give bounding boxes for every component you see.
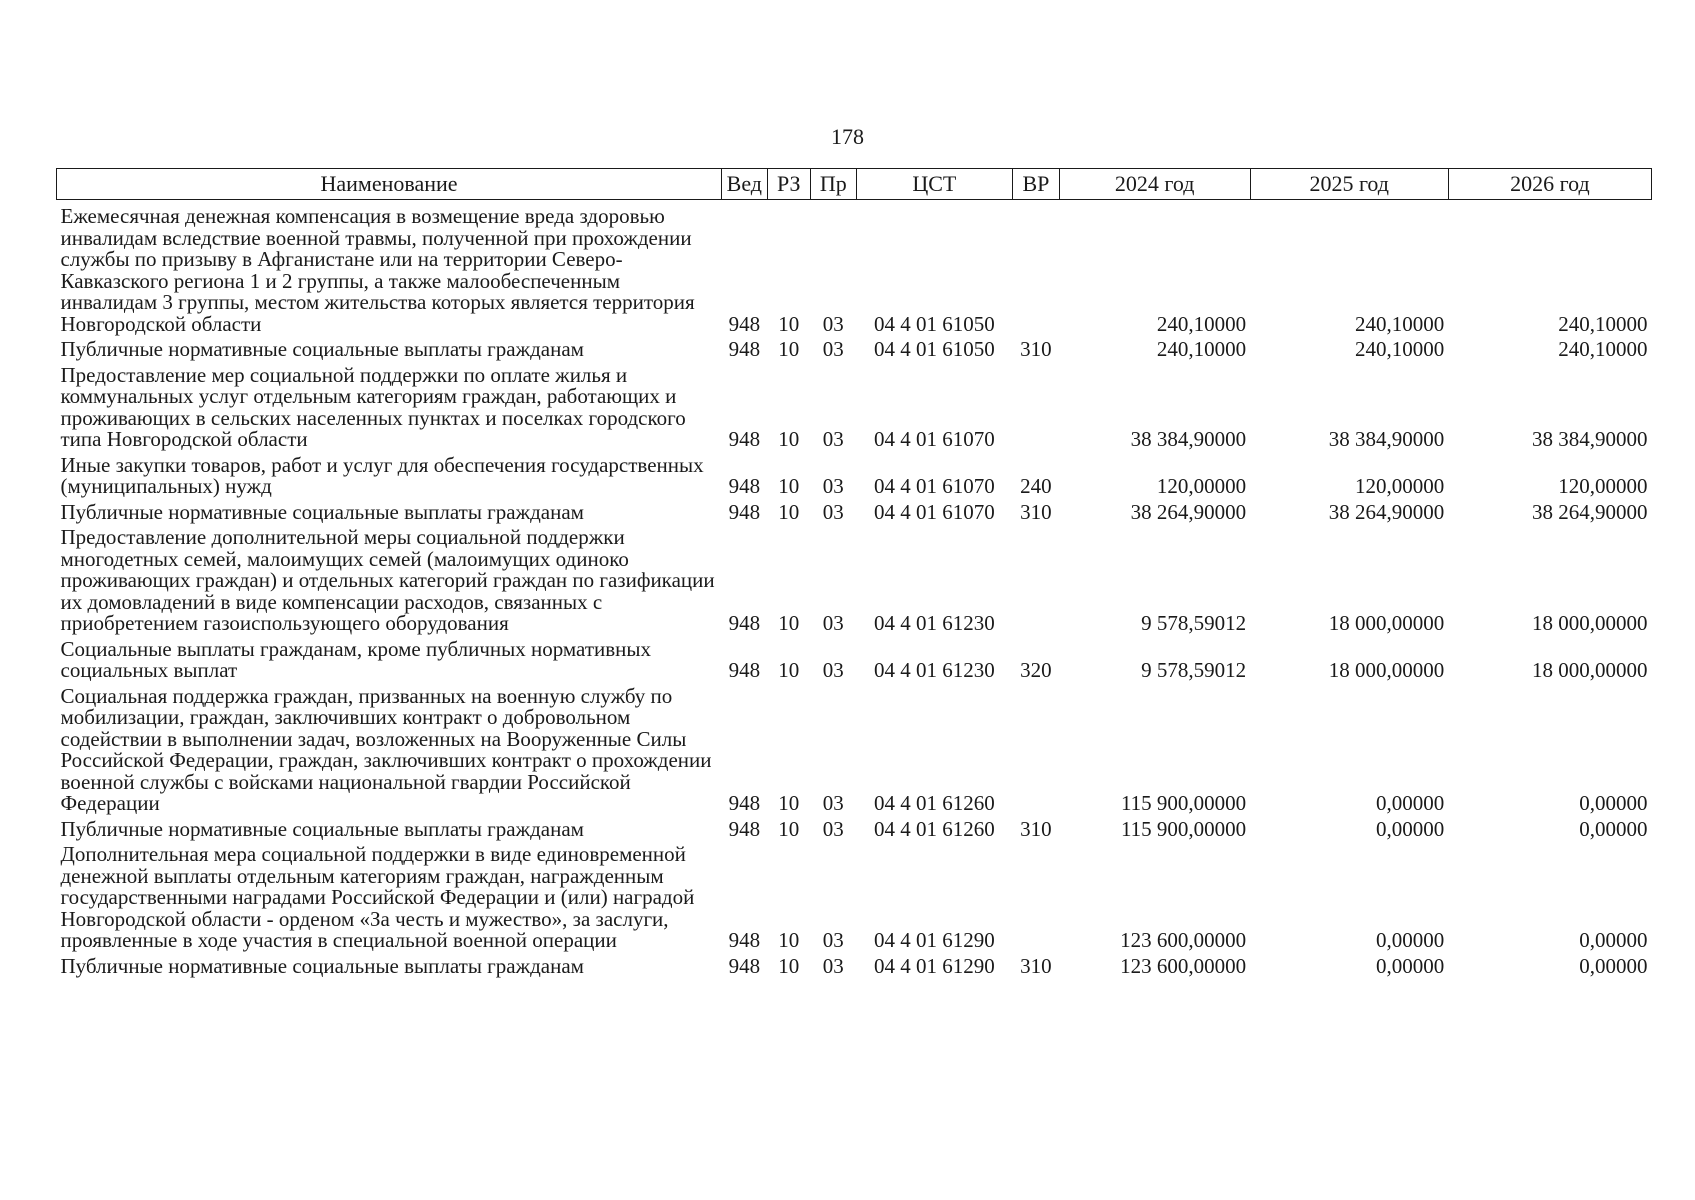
header-pr: Пр xyxy=(811,169,856,200)
row-rz: 10 xyxy=(778,658,800,682)
row-2025: 18 000,00000 xyxy=(1328,611,1445,635)
table-row xyxy=(57,363,1652,453)
row-2025: 0,00000 xyxy=(1376,928,1445,952)
row-cst: 04 4 01 61260 xyxy=(873,816,995,841)
row-pr: 03 xyxy=(822,953,844,978)
row-2024: 9 578,59012 xyxy=(1141,658,1247,682)
budget-table xyxy=(56,168,1652,979)
row-vr: 240 xyxy=(1020,474,1052,498)
row-name: Предоставление мер социальной поддержки по оплате жилья и коммунальных услуг отдельным категориям граждан, работающих и проживающих в сельских населенных пунктах и поселках городского типа Новгородской области xyxy=(60,362,686,451)
table-row xyxy=(57,453,1652,500)
row-2025: 240,10000 xyxy=(1355,311,1445,336)
row-rz: 10 xyxy=(778,928,800,952)
row-pr: 03 xyxy=(822,474,844,498)
row-cst: 04 4 01 61230 xyxy=(873,658,995,682)
row-2026: 240,10000 xyxy=(1558,337,1648,361)
row-vr xyxy=(1013,363,1059,453)
row-vr: 310 xyxy=(1020,499,1052,524)
row-name: Публичные нормативные социальные выплаты гражданам xyxy=(60,816,584,841)
header-ved: Вед xyxy=(722,169,767,200)
table-row xyxy=(57,684,1652,817)
row-rz: 10 xyxy=(778,311,800,336)
row-ved: 948 xyxy=(728,928,761,952)
row-rz: 10 xyxy=(778,816,800,841)
row-rz: 10 xyxy=(778,611,800,635)
row-rz: 10 xyxy=(778,953,800,978)
row-vr xyxy=(1013,684,1059,817)
row-vr: 310 xyxy=(1020,337,1052,361)
row-2026: 0,00000 xyxy=(1579,816,1648,841)
table-row xyxy=(57,842,1652,954)
row-pr: 03 xyxy=(822,928,844,952)
row-ved: 948 xyxy=(728,427,761,451)
row-pr: 03 xyxy=(822,427,844,451)
row-2024: 38 384,90000 xyxy=(1130,427,1247,451)
row-ved: 948 xyxy=(728,658,761,682)
row-cst: 04 4 01 61290 xyxy=(873,928,995,952)
row-2026: 38 384,90000 xyxy=(1532,427,1648,451)
row-2025: 240,10000 xyxy=(1355,337,1445,361)
table-row xyxy=(57,637,1652,684)
row-ved: 948 xyxy=(728,611,761,635)
row-2026: 0,00000 xyxy=(1579,953,1648,978)
row-2025: 0,00000 xyxy=(1376,791,1445,815)
row-pr: 03 xyxy=(822,611,844,635)
row-cst: 04 4 01 61070 xyxy=(873,499,995,524)
row-pr: 03 xyxy=(822,337,844,361)
table-row xyxy=(57,817,1652,843)
header-vr: ВР xyxy=(1013,169,1059,200)
row-2024: 123 600,00000 xyxy=(1120,928,1247,952)
row-2024: 120,00000 xyxy=(1156,474,1247,498)
row-2026: 240,10000 xyxy=(1558,311,1648,336)
row-ved: 948 xyxy=(728,953,761,978)
row-2024: 240,10000 xyxy=(1156,337,1247,361)
row-2026: 18 000,00000 xyxy=(1532,658,1648,682)
row-vr xyxy=(1013,842,1059,954)
row-2026: 120,00000 xyxy=(1558,474,1648,498)
header-2025: 2025 год xyxy=(1250,169,1448,200)
row-cst: 04 4 01 61260 xyxy=(873,791,995,815)
header-row xyxy=(57,169,1652,200)
row-cst: 04 4 01 61050 xyxy=(873,311,995,336)
row-2025: 0,00000 xyxy=(1376,953,1445,978)
row-2024: 240,10000 xyxy=(1156,311,1247,336)
row-name: Предоставление дополнительной меры социальной поддержки многодетных семей, малоимущих семей (малоимущих одиноко проживающих граждан) и отдельных категорий граждан по газификации их домовладений в виде компенсации расходов, связанных с приобретением газоиспользующего оборудования xyxy=(60,525,715,635)
row-name: Ежемесячная денежная компенсация в возмещение вреда здоровью инвалидам вследствие военной травмы, полученной при прохождении службы по призыву в Афганистане или на территории Северо-Кавказского региона 1 и 2 группы, а также малообеспеченным инвалидам 3 группы, местом жительства которых является территория Новгородской области xyxy=(60,204,695,336)
row-name: Публичные нормативные социальные выплаты гражданам xyxy=(60,953,584,978)
header-2024: 2024 год xyxy=(1059,169,1250,200)
table-row xyxy=(57,500,1652,526)
row-2026: 38 264,90000 xyxy=(1532,499,1648,524)
row-ved: 948 xyxy=(728,816,761,841)
row-2026: 18 000,00000 xyxy=(1532,611,1648,635)
row-cst: 04 4 01 61070 xyxy=(873,427,995,451)
row-name: Публичные нормативные социальные выплаты гражданам xyxy=(60,337,584,361)
row-name: Дополнительная мера социальной поддержки в виде единовременной денежной выплаты отдельным категориям граждан, награжденным государственными наградами Российской Федерации и (или) наградой Новгородской области - орденом «За честь и мужество», за заслуги, проявленные в ходе участия в специальной военной операции xyxy=(60,842,695,952)
row-name: Социальная поддержка граждан, призванных на военную службу по мобилизации, граждан, заключивших контракт о добровольном содействии в выполнении задач, возложенных на Вооруженные Силы Российской Федерации, граждан, заключивших контракт о прохождении военной службы с войсками национальной гвардии Российской Федерации xyxy=(60,683,712,815)
row-2025: 18 000,00000 xyxy=(1328,658,1445,682)
header-rz: РЗ xyxy=(767,169,810,200)
page-number: 178 xyxy=(831,124,864,149)
row-pr: 03 xyxy=(822,816,844,841)
row-pr: 03 xyxy=(822,499,844,524)
row-rz: 10 xyxy=(778,499,800,524)
row-2025: 120,00000 xyxy=(1355,474,1445,498)
row-rz: 10 xyxy=(778,337,800,361)
row-ved: 948 xyxy=(728,791,761,815)
row-2025: 38 384,90000 xyxy=(1328,427,1445,451)
header-name: Наименование xyxy=(57,169,722,200)
row-ved: 948 xyxy=(728,311,761,336)
row-rz: 10 xyxy=(778,427,800,451)
header-2026: 2026 год xyxy=(1448,169,1651,200)
table-row xyxy=(57,337,1652,363)
row-cst: 04 4 01 61070 xyxy=(873,474,995,498)
row-2025: 38 264,90000 xyxy=(1328,499,1445,524)
row-2024: 115 900,00000 xyxy=(1120,791,1247,815)
row-ved: 948 xyxy=(728,337,761,361)
row-2024: 115 900,00000 xyxy=(1120,816,1247,841)
row-2024: 9 578,59012 xyxy=(1141,611,1247,635)
row-vr xyxy=(1013,200,1059,338)
row-cst: 04 4 01 61230 xyxy=(873,611,995,635)
row-2024: 123 600,00000 xyxy=(1120,953,1247,978)
table-row xyxy=(57,200,1652,338)
row-pr: 03 xyxy=(822,658,844,682)
row-name: Иные закупки товаров, работ и услуг для обеспечения государственных (муниципальных) нужд xyxy=(60,452,704,498)
row-pr: 03 xyxy=(822,311,844,336)
header-cst: ЦСТ xyxy=(856,169,1013,200)
row-rz: 10 xyxy=(778,791,800,815)
row-cst: 04 4 01 61050 xyxy=(873,337,995,361)
row-2024: 38 264,90000 xyxy=(1130,499,1247,524)
table-row xyxy=(57,954,1652,980)
row-ved: 948 xyxy=(728,499,761,524)
row-2026: 0,00000 xyxy=(1579,791,1648,815)
row-name: Публичные нормативные социальные выплаты гражданам xyxy=(60,499,584,524)
row-vr: 310 xyxy=(1020,953,1052,978)
row-ved: 948 xyxy=(728,474,761,498)
row-2025: 0,00000 xyxy=(1376,816,1445,841)
row-vr xyxy=(1013,525,1059,637)
row-vr: 320 xyxy=(1020,658,1052,682)
row-cst: 04 4 01 61290 xyxy=(873,953,995,978)
row-vr: 310 xyxy=(1020,816,1052,841)
row-pr: 03 xyxy=(822,791,844,815)
table-row xyxy=(57,525,1652,637)
row-2026: 0,00000 xyxy=(1579,928,1648,952)
row-name: Социальные выплаты гражданам, кроме публичных нормативных социальных выплат xyxy=(60,636,652,682)
row-rz: 10 xyxy=(778,474,800,498)
